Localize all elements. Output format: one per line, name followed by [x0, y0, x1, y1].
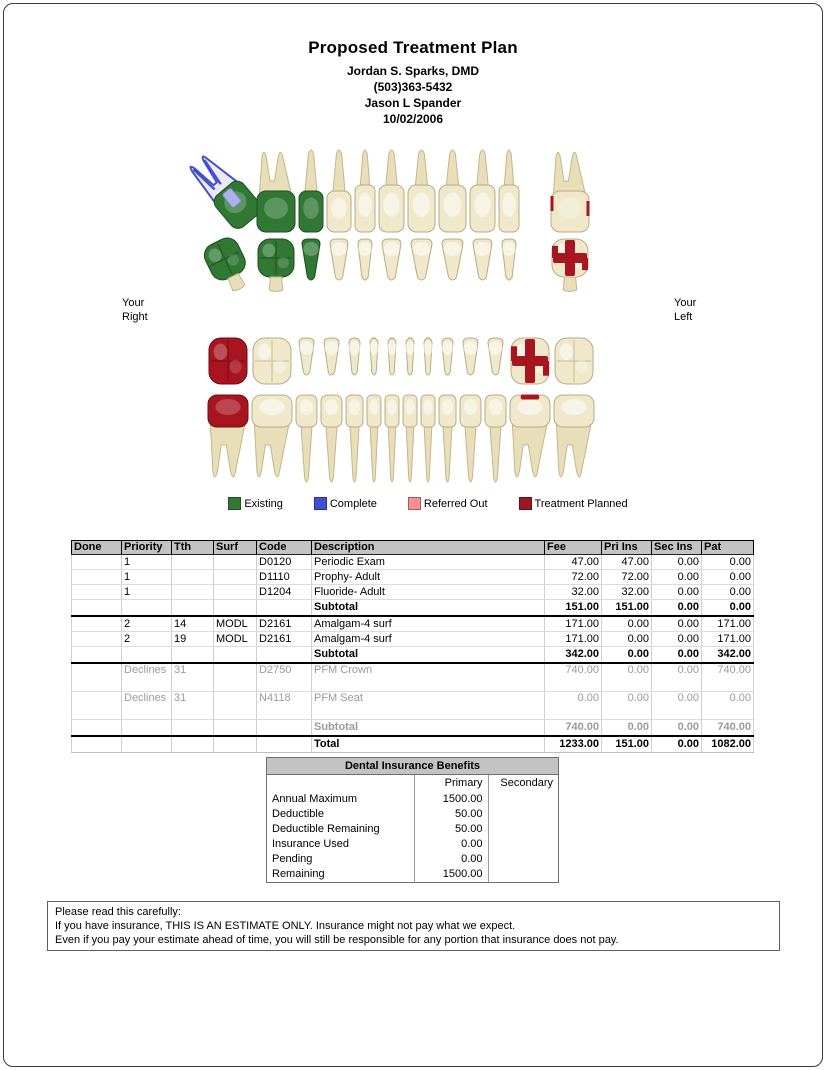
- tooth-11-occlusal: [498, 237, 520, 285]
- disclaimer-line: If you have insurance, THIS IS AN ESTIMATE ONLY. Insurance might not pay what we expect.: [55, 920, 516, 932]
- tooth-27-facial: [345, 393, 364, 488]
- column-header-done: Done: [72, 541, 122, 555]
- treatment-row-item: 2 19 MODL D2161 Amalgam-4 surf 171.00 0.00 0.00 171.00: [72, 632, 754, 647]
- tooth-4-occlusal: [298, 237, 324, 285]
- tooth-20-facial: [484, 393, 507, 488]
- tooth-9-facial: [438, 145, 467, 233]
- tooth-29-facial: [295, 393, 318, 488]
- disclaimer-line: Even if you pay your estimate ahead of time, you will still be responsible for any portion that insurance does not pay.: [55, 934, 619, 946]
- tooth-8-facial: [407, 145, 436, 233]
- column-header-description: Description: [312, 541, 545, 555]
- disclaimer-line: Please read this carefully:: [55, 906, 181, 918]
- insurance-row-remaining: Remaining 1500.00: [267, 867, 558, 882]
- tooth-18-occlusal: [553, 336, 595, 388]
- insurance-row-pending: Pending 0.00: [267, 852, 558, 867]
- document-date: 10/02/2006: [382, 112, 444, 126]
- upper-arch-chart: [204, 145, 590, 295]
- insurance-row-insurance-used: Insurance Used 0.00: [267, 837, 558, 852]
- column-header-tth: Tth: [172, 541, 214, 555]
- insurance-col-primary: Primary: [414, 775, 488, 792]
- tooth-5-occlusal: [326, 237, 352, 285]
- tooth-22-facial: [438, 393, 457, 488]
- tooth-29-occlusal: [295, 336, 318, 380]
- upper-occlusal-row: [204, 237, 590, 295]
- tooth-23-occlusal: [420, 336, 436, 380]
- tooth-26-facial: [366, 393, 382, 488]
- legend-item-treatment-planned: [519, 497, 628, 510]
- lower-facial-row: [207, 393, 595, 488]
- tooth-2-facial: [204, 140, 254, 233]
- tooth-14-occlusal: [550, 237, 590, 293]
- treatment-planned-swatch: [519, 497, 532, 510]
- upper-facial-row: [204, 145, 590, 233]
- tooth-9-occlusal: [438, 237, 467, 285]
- disclaimer-box: [47, 901, 780, 951]
- tooth-19-facial: [509, 393, 551, 488]
- tooth-21-facial: [459, 393, 482, 488]
- complete-label: Complete: [329, 497, 377, 510]
- complete-swatch: [314, 497, 327, 510]
- tooth-6-facial: [354, 145, 376, 233]
- treatment-row-declined: Declines 31 D2750 PFM Crown 740.00 0.00 0.00 740.00: [72, 663, 754, 692]
- column-header-fee: Fee: [545, 541, 602, 555]
- your-left-label: Your Left: [674, 297, 697, 323]
- tooth-25-facial: [384, 393, 400, 488]
- insurance-row-annual-maximum: Annual Maximum 1500.00: [267, 792, 558, 807]
- treatment-row-item: 1 D0120 Periodic Exam 47.00 47.00 0.00 0.00: [72, 555, 754, 570]
- page-title: Proposed Treatment Plan: [308, 38, 518, 57]
- tooth-18-facial: [553, 393, 595, 488]
- referred-out-label: Referred Out: [423, 497, 488, 510]
- tooth-2-occlusal: [204, 237, 254, 298]
- tooth-20-occlusal: [484, 336, 507, 380]
- tooth-22-occlusal: [438, 336, 457, 380]
- tooth-23-facial: [420, 393, 436, 488]
- tooth-21-occlusal: [459, 336, 482, 380]
- tooth-30-facial: [251, 393, 293, 488]
- treatment-table: [71, 540, 754, 753]
- insurance-header-row: [267, 775, 558, 792]
- insurance-benefits-table: [266, 757, 559, 883]
- tooth-10-facial: [469, 145, 496, 233]
- provider-name: Jordan S. Sparks, DMD: [346, 64, 480, 78]
- provider-phone: (503)363-5432: [373, 80, 453, 94]
- column-header-surf: Surf: [214, 541, 257, 555]
- column-header-pri-ins: Pri Ins: [602, 541, 652, 555]
- treatment-planned-label: Treatment Planned: [534, 497, 628, 510]
- tooth-5-facial: [326, 145, 352, 233]
- legend-item-existing: [228, 497, 283, 510]
- treatment-row-total: Total 1233.00 151.00 0.00 1082.00: [72, 736, 754, 753]
- tooth-25-occlusal: [384, 336, 400, 380]
- existing-swatch: [228, 497, 241, 510]
- treatment-table-header-row: [72, 541, 754, 555]
- tooth-7-facial: [378, 145, 405, 233]
- insurance-col-secondary: Secondary: [488, 775, 558, 792]
- tooth-3-facial: [256, 145, 296, 233]
- patient-name: Jason L Spander: [364, 96, 462, 110]
- treatment-row-item: 1 D1110 Prophy- Adult 72.00 72.00 0.00 0.00: [72, 570, 754, 585]
- tooth-28-facial: [320, 393, 343, 488]
- document-header: [0, 38, 826, 127]
- tooth-11-facial: [498, 145, 520, 233]
- insurance-col-blank: [267, 775, 414, 792]
- treatment-row-item: 2 14 MODL D2161 Amalgam-4 surf 171.00 0.00 0.00 171.00: [72, 616, 754, 632]
- tooth-4-facial: [298, 145, 324, 233]
- treatment-row-subtotal: Subtotal 151.00 151.00 0.00 0.00: [72, 600, 754, 617]
- insurance-row-deductible-remaining: Deductible Remaining 50.00: [267, 822, 558, 837]
- referred-out-swatch: [408, 497, 421, 510]
- treatment-row-item: 1 D1204 Fluoride- Adult 32.00 32.00 0.00 0.00: [72, 585, 754, 600]
- treatment-table-wrap: [71, 540, 754, 753]
- column-header-code: Code: [257, 541, 312, 555]
- column-header-sec-ins: Sec Ins: [652, 541, 702, 555]
- chart-legend: [30, 497, 826, 510]
- treatment-row-subdecl: Subtotal 740.00 0.00 0.00 740.00: [72, 720, 754, 737]
- tooth-19-occlusal: [509, 336, 551, 388]
- tooth-14-facial: [550, 145, 590, 233]
- lower-arch-chart: [207, 336, 595, 488]
- treatment-row-declined: Declines 31 N4118 PFM Seat 0.00 0.00 0.00 0.00: [72, 692, 754, 720]
- tooth-24-facial: [402, 393, 418, 488]
- tooth-26-occlusal: [366, 336, 382, 380]
- insurance-table-title: Dental Insurance Benefits: [267, 758, 558, 775]
- tooth-8-occlusal: [407, 237, 436, 285]
- treatment-row-subtotal: Subtotal 342.00 0.00 0.00 342.00: [72, 647, 754, 664]
- tooth-31-occlusal: [207, 336, 249, 388]
- column-header-priority: Priority: [122, 541, 172, 555]
- tooth-7-occlusal: [378, 237, 405, 285]
- legend-item-referred-out: [408, 497, 488, 510]
- tilted-tooth-graphic: [198, 231, 261, 303]
- tooth-30-occlusal: [251, 336, 293, 388]
- tooth-6-occlusal: [354, 237, 376, 285]
- your-right-label: Your Right: [122, 297, 148, 323]
- tooth-28-occlusal: [320, 336, 343, 380]
- existing-label: Existing: [244, 497, 283, 510]
- tooth-10-occlusal: [469, 237, 496, 285]
- tooth-31-facial: [207, 393, 249, 488]
- tooth-3-occlusal: [256, 237, 296, 293]
- insurance-row-deductible: Deductible 50.00: [267, 807, 558, 822]
- column-header-pat: Pat: [702, 541, 754, 555]
- tooth-24-occlusal: [402, 336, 418, 380]
- lower-occlusal-row: [207, 336, 595, 388]
- legend-item-complete: [314, 497, 377, 510]
- tooth-27-occlusal: [345, 336, 364, 380]
